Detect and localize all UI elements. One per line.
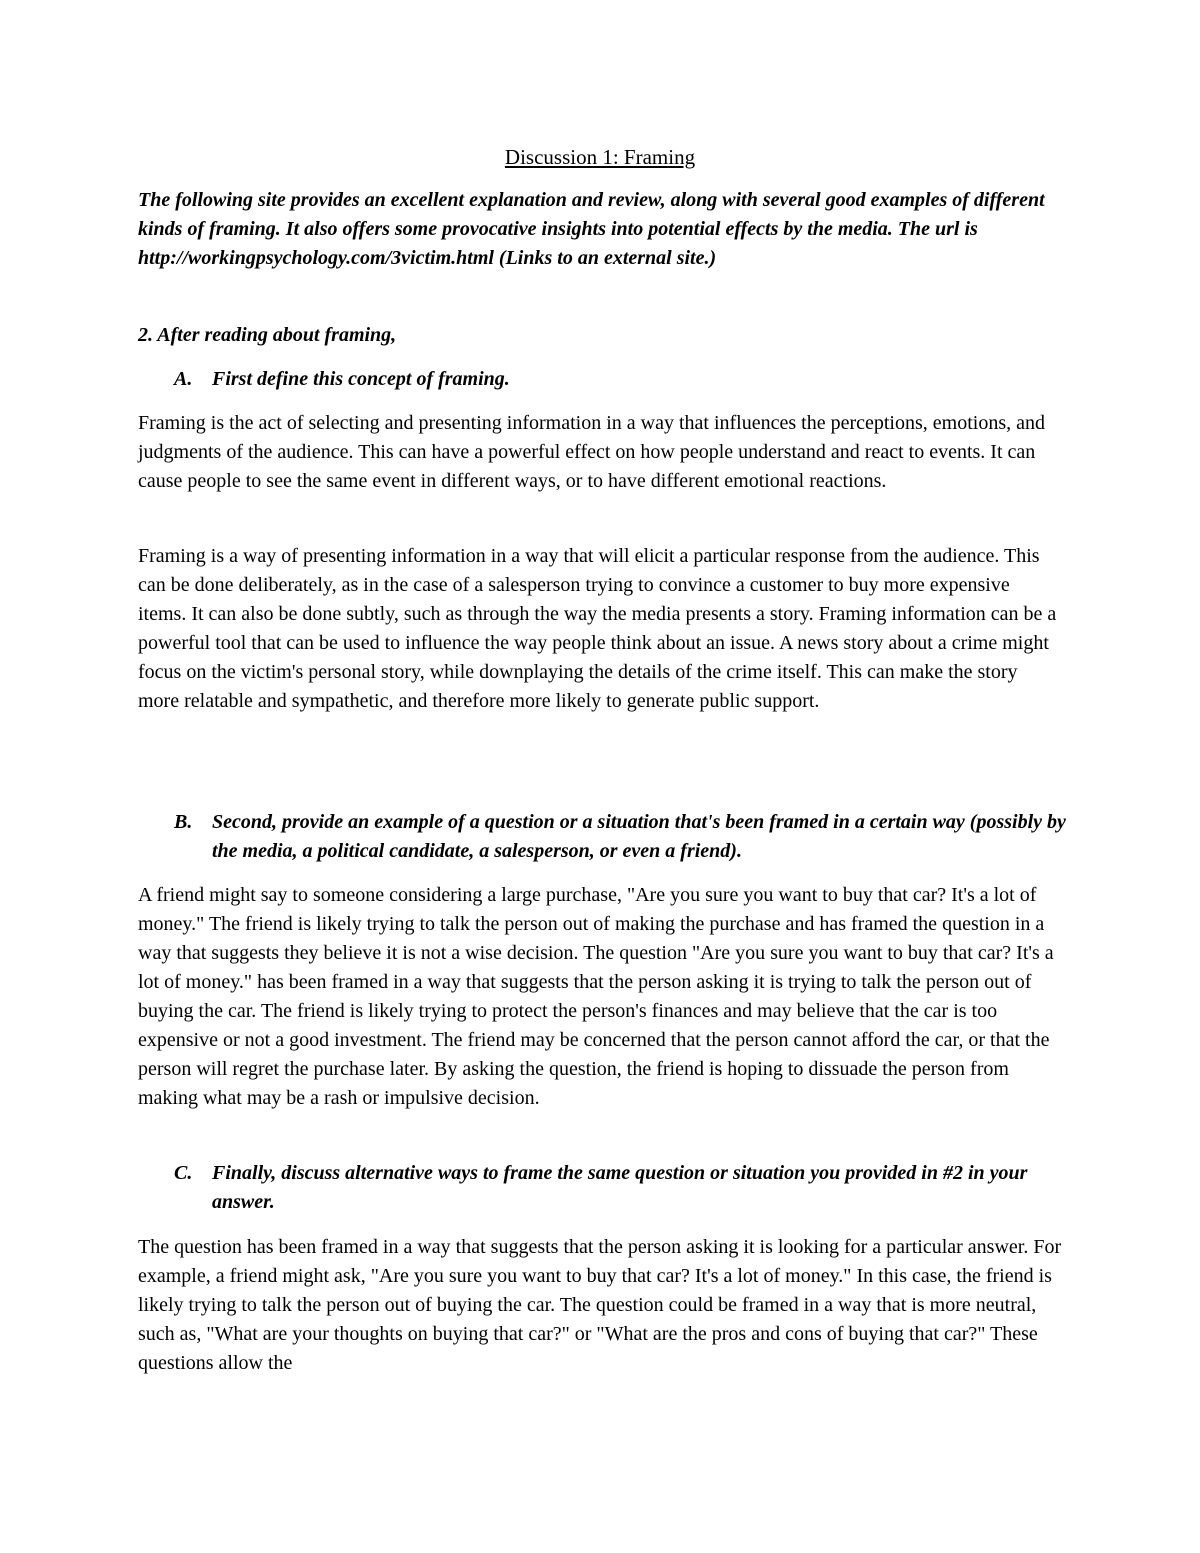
prompt-heading: 2. After reading about framing,	[138, 324, 397, 346]
document-title: Discussion 1: Framing	[504, 145, 696, 169]
question-c-text: Finally, discuss alternative ways to frame the same question or situation you provided in #2 in your answer.	[212, 1162, 1028, 1213]
question-a-letter: A.	[174, 368, 193, 390]
question-a-text: First define this concept of framing.	[212, 368, 510, 390]
question-b-text: Second, provide an example of a question or a situation that's been framed in a certain way (possibly by the media, a political candidate, a salesperson, or even a friend).	[212, 811, 1066, 862]
answer-c-paragraph: The question has been framed in a way that suggests that the person asking it is looking for a particular answer. For example, a friend might ask, "Are you sure you want to buy that car? It's a lot of money." In this case, the friend is likely trying to talk the person out of buying the car. The question could be framed in a way that is more neutral, such as, "What are your thoughts on buying that car?" or "What are the pros and cons of buying that car?" These questions allow the	[138, 1236, 1062, 1374]
question-c-letter: C.	[174, 1162, 193, 1184]
answer-b-paragraph: A friend might say to someone considering a large purchase, "Are you sure you want to buy that car? It's a lot of money." The friend is likely trying to talk the person out of making the purchase and has framed the question in a way that suggests they believe it is not a wise decision. The question "Are you sure you want to buy that car? It's a lot of money." has been framed in a way that suggests that the person asking it is trying to talk the person out of buying the car. The friend is likely trying to protect the person's finances and may believe that the car is too expensive or not a good investment. The friend may be concerned that the person cannot afford the car, or that the person will regret the purchase later. By asking the question, the friend is hoping to dissuade the person from making what may be a rash or impulsive decision.	[138, 884, 1054, 1109]
answer-a-paragraph-1: Framing is the act of selecting and presenting information in a way that influences the perceptions, emotions, and judgments of the audience. This can have a powerful effect on how people understand and react to events. It can cause people to see the same event in different ways, or to have different emotional reactions.	[138, 412, 1045, 492]
question-b-heading	[174, 808, 1074, 866]
question-a-heading	[174, 365, 1074, 394]
question-b-letter: B.	[174, 811, 193, 833]
answer-a-paragraph-2: Framing is a way of presenting information in a way that will elicit a particular response from the audience. This can be done deliberately, as in the case of a salesperson trying to convince a customer to buy more expensive items. It can also be done subtly, such as through the way the media presents a story. Framing information can be a powerful tool that can be used to influence the way people think about an issue. A news story about a crime might focus on the victim's personal story, while downplaying the details of the crime itself. This can make the story more relatable and sympathetic, and therefore more likely to generate public support.	[138, 545, 1057, 712]
question-c-heading	[174, 1159, 1074, 1217]
intro-paragraph: The following site provides an excellent explanation and review, along with several good examples of different kinds of framing. It also offers some provocative insights into potential effects by the media. The url is http://workingpsychology.com/3victim.html (Links to an external site.)	[138, 189, 1045, 269]
